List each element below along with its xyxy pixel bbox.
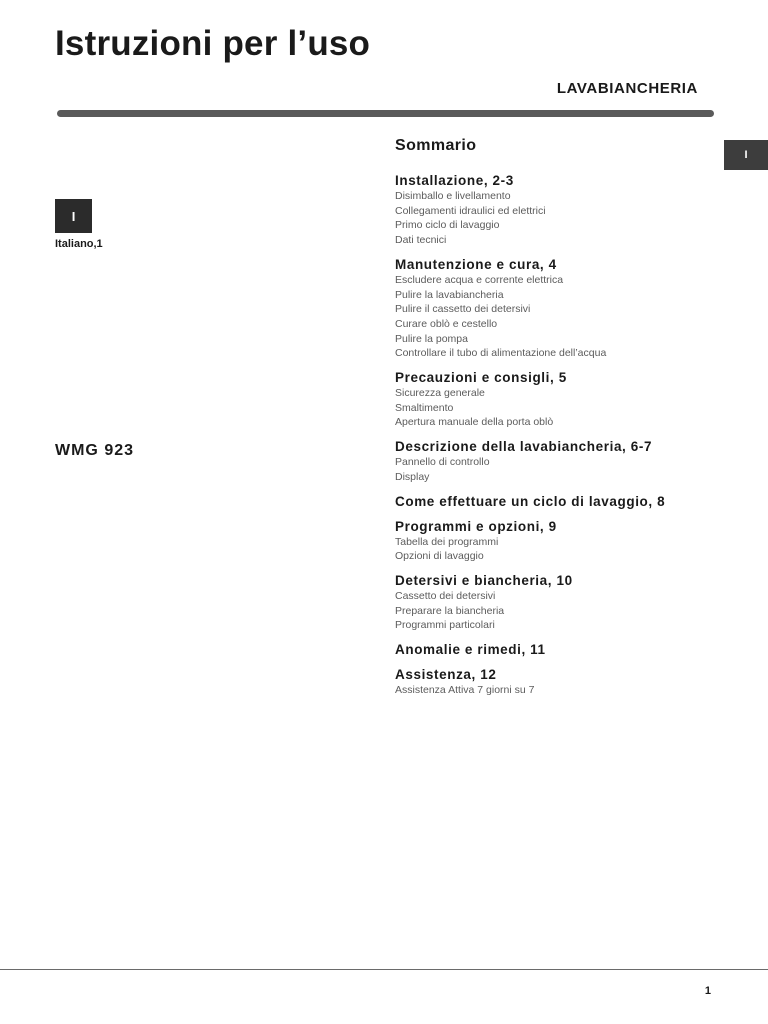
- toc-subitem: Collegamenti idraulici ed elettrici: [395, 204, 546, 217]
- toc-section: [395, 493, 725, 510]
- toc-subitem: Tabella dei programmi: [395, 535, 499, 548]
- toc-section-title: Anomalie e rimedi, 11: [395, 642, 546, 658]
- toc-section-title: Installazione, 2-3: [395, 173, 514, 188]
- toc-subitem: Controllare il tubo di alimentazione dell’acqua: [395, 347, 607, 360]
- toc-sections: [395, 172, 725, 698]
- toc-section: [395, 641, 725, 658]
- toc-subitem: Apertura manuale della porta oblò: [395, 416, 554, 429]
- toc-subitem: Dati tecnici: [395, 234, 447, 247]
- toc-subitem: Assistenza Attiva 7 giorni su 7: [395, 684, 535, 697]
- toc-section-title: Precauzioni e consigli, 5: [395, 370, 567, 386]
- toc-section-title: Come effettuare un ciclo di lavaggio, 8: [395, 493, 666, 509]
- toc-section-title: Programmi e opzioni, 9: [395, 518, 557, 534]
- page-number: 1: [704, 985, 711, 997]
- toc-section-title: Assistenza, 12: [395, 667, 497, 683]
- toc-subitem: Programmi particolari: [395, 619, 495, 632]
- language-label: Italiano,1: [55, 238, 103, 250]
- page-title: Istruzioni per l’uso: [55, 24, 371, 63]
- toc-heading: Sommario: [395, 137, 477, 154]
- toc-subitem: Sicurezza generale: [395, 387, 485, 400]
- toc-section: [395, 666, 725, 698]
- toc-subitem: Curare oblò e cestello: [395, 317, 498, 330]
- table-of-contents: [395, 137, 725, 706]
- toc-section-title: Descrizione della lavabiancheria, 6-7: [395, 439, 653, 455]
- toc-subitem: Escludere acqua e corrente elettrica: [395, 273, 564, 286]
- toc-section: [395, 256, 725, 361]
- toc-subitem: Primo ciclo di lavaggio: [395, 219, 500, 232]
- toc-subitem: Pulire il cassetto dei detersivi: [395, 303, 531, 316]
- toc-subitem: Smaltimento: [395, 401, 454, 414]
- toc-subitem: Preparare la biancheria: [395, 604, 505, 617]
- toc-section: [395, 572, 725, 633]
- language-code-badge: I: [55, 199, 92, 233]
- toc-subitem: Cassetto dei detersivi: [395, 589, 496, 602]
- toc-subitem: Pannello di controllo: [395, 456, 490, 469]
- toc-section: [395, 438, 725, 484]
- toc-subitem: Opzioni di lavaggio: [395, 550, 484, 563]
- toc-subitem: Display: [395, 470, 430, 483]
- toc-section: [395, 172, 725, 248]
- side-language-tab: I: [724, 140, 768, 170]
- toc-subitem: Pulire la lavabiancheria: [395, 288, 504, 301]
- toc-section-title: Manutenzione e cura, 4: [395, 256, 557, 272]
- footer-divider: [0, 969, 768, 970]
- toc-section: [395, 369, 725, 430]
- toc-subitem: Pulire la pompa: [395, 332, 468, 345]
- toc-section: [395, 518, 725, 564]
- model-name: WMG 923: [55, 442, 135, 459]
- toc-subitem: Disimballo e livellamento: [395, 190, 511, 202]
- product-type-label: LAVABIANCHERIA: [556, 80, 698, 97]
- header-divider: [57, 110, 714, 117]
- toc-section-title: Detersivi e biancheria, 10: [395, 572, 573, 588]
